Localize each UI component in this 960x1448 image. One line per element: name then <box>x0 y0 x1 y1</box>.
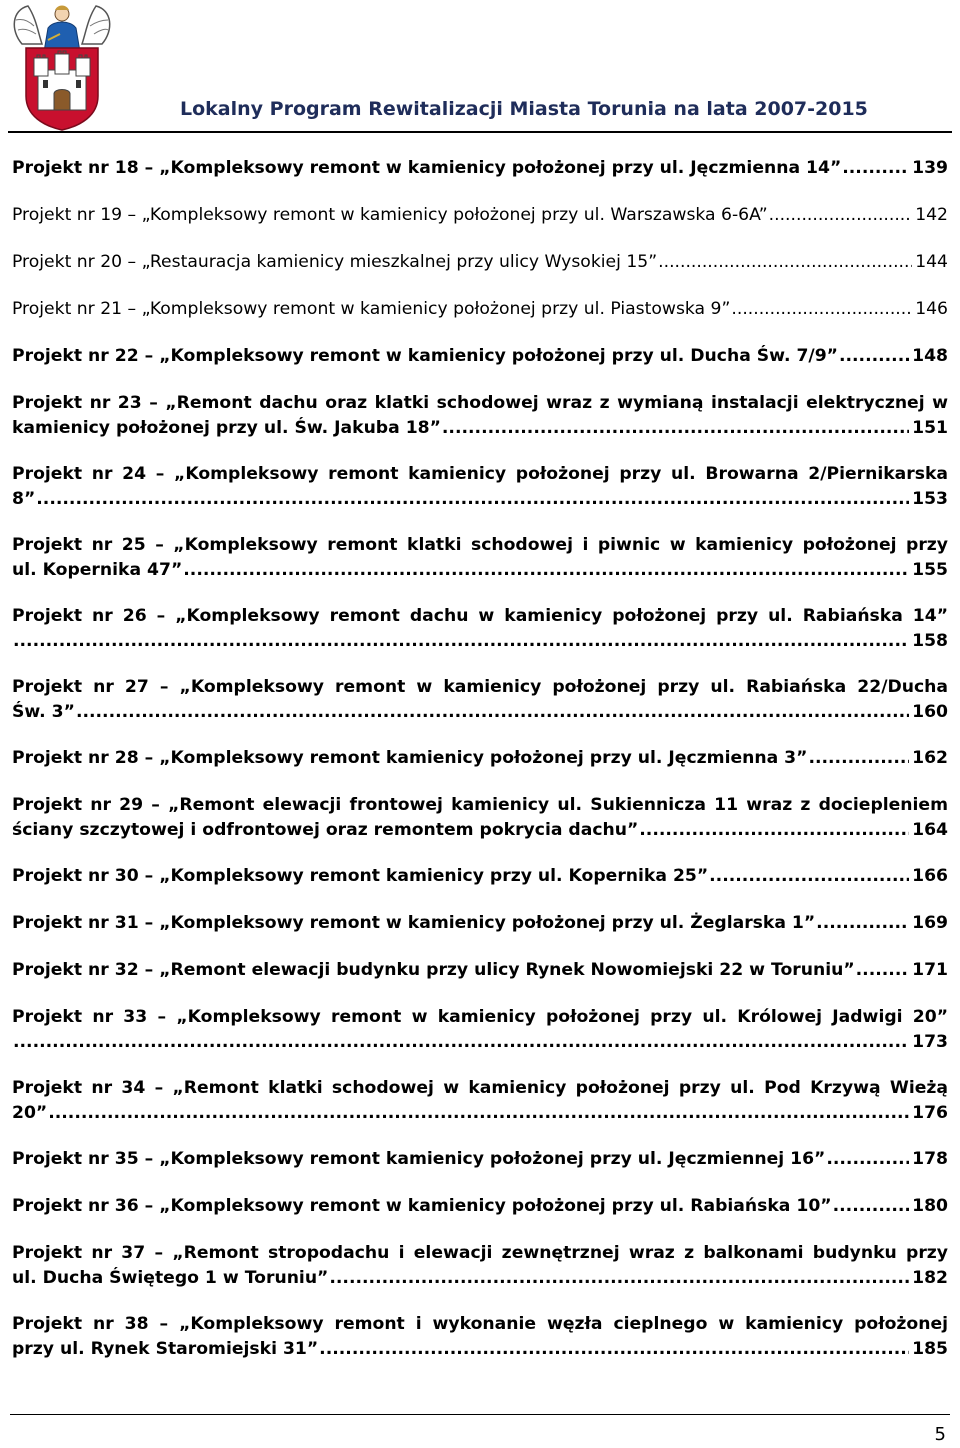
toc-entry-text: Projekt nr 32 – „Remont elewacji budynku przy ulicy Rynek Nowomiejski 22 w Toruniu” <box>12 960 855 980</box>
toc-entry-26[interactable] <box>12 604 948 654</box>
dot-leader <box>816 911 909 936</box>
toc-page-number: 162 <box>912 748 948 768</box>
toc-entry-text: Projekt nr 19 – „Kompleksowy remont w kamienicy położonej przy ul. Warszawska 6-6A” <box>12 205 768 225</box>
toc-entry-text-cont: kamienicy położonej przy ul. Św. Jakuba 18” <box>12 418 441 438</box>
toc-entry-28[interactable] <box>12 746 948 771</box>
toc-entry-text: Projekt nr 28 – „Kompleksowy remont kamienicy położonej przy ul. Jęczmienna 3” <box>12 748 808 768</box>
dot-leader <box>826 1147 909 1172</box>
toc-page-number: 164 <box>912 820 948 840</box>
toc-entry-text: Projekt nr 23 – „Remont dachu oraz klatki schodowej wraz z wymianą instalacji elektrycznej w <box>12 393 948 413</box>
toc-page-number: 139 <box>912 158 948 178</box>
toc-page-number: 173 <box>912 1032 948 1052</box>
toc-entry-text: Projekt nr 35 – „Kompleksowy remont kamienicy położonej przy ul. Jęczmiennej 16” <box>12 1149 826 1169</box>
toc-entry-text-cont: Św. 3” <box>12 702 75 722</box>
toc-entry-text: Projekt nr 30 – „Kompleksowy remont kamienicy przy ul. Kopernika 25” <box>12 866 709 886</box>
toc-entry-text-cont: ściany szczytowej i odfrontowej oraz remontem pokrycia dachu” <box>12 820 639 840</box>
toc-page-number: 158 <box>912 631 948 651</box>
dot-leader <box>808 746 909 771</box>
toc-page-number: 182 <box>912 1268 948 1288</box>
toc-entry-25[interactable] <box>12 533 948 583</box>
toc-entry-text: Projekt nr 26 – „Kompleksowy remont dachu w kamienicy położonej przy ul. Rabiańska 14” <box>12 606 948 626</box>
toc-entry-text: Projekt nr 38 – „Kompleksowy remont i wykonanie węzła cieplnego w kamienicy położonej <box>12 1314 948 1334</box>
toc-entry-20[interactable] <box>12 250 948 275</box>
toc-entry-text-cont: 20” <box>12 1103 48 1123</box>
toc-entry-22[interactable] <box>12 344 948 369</box>
toc-entry-24[interactable] <box>12 462 948 512</box>
dot-leader <box>731 297 912 322</box>
page-number: 5 <box>934 1424 946 1445</box>
toc-page-number: 146 <box>915 299 948 319</box>
toc-entry-text: Projekt nr 31 – „Kompleksowy remont w kamienicy położonej przy ul. Żeglarska 1” <box>12 913 816 933</box>
toc-entry-text: Projekt nr 33 – „Kompleksowy remont w kamienicy położonej przy ul. Królowej Jadwigi 20” <box>12 1007 948 1027</box>
toc-entry-29[interactable] <box>12 793 948 843</box>
toc-entry-34[interactable] <box>12 1076 948 1126</box>
dot-leader <box>329 1266 909 1291</box>
footer-divider <box>10 1414 950 1415</box>
dot-leader <box>709 864 909 889</box>
toc-entry-32[interactable] <box>12 958 948 983</box>
toc-entry-text: Projekt nr 20 – „Restauracja kamienicy mieszkalnej przy ulicy Wysokiej 15” <box>12 252 658 272</box>
header-divider <box>8 131 952 133</box>
dot-leader <box>76 700 909 725</box>
dot-leader <box>769 203 913 228</box>
dot-leader <box>183 558 909 583</box>
dot-leader <box>36 487 909 512</box>
toc-entry-text: Projekt nr 34 – „Remont klatki schodowej w kamienicy położonej przy ul. Pod Krzywą Wieżą <box>12 1078 948 1098</box>
toc-entry-37[interactable] <box>12 1241 948 1291</box>
toc-entry-text: Projekt nr 21 – „Kompleksowy remont w kamienicy położonej przy ul. Piastowska 9” <box>12 299 731 319</box>
dot-leader <box>839 344 909 369</box>
dot-leader <box>13 629 909 654</box>
toc-page-number: 178 <box>912 1149 948 1169</box>
toc-entry-text-cont: ul. Kopernika 47” <box>12 560 183 580</box>
toc-entry-33[interactable] <box>12 1005 948 1055</box>
document-title: Lokalny Program Rewitalizacji Miasta Torunia na lata 2007-2015 <box>180 98 868 120</box>
toc-entry-18[interactable] <box>12 156 948 181</box>
toc-entry-text-cont: przy ul. Rynek Staromiejski 31” <box>12 1339 319 1359</box>
toc-page-number: 185 <box>912 1339 948 1359</box>
toc-entry-text-cont: 8” <box>12 489 36 509</box>
torun-coat-of-arms-icon <box>8 0 116 132</box>
table-of-contents <box>12 156 948 1383</box>
dot-leader <box>658 250 912 275</box>
toc-entry-38[interactable] <box>12 1312 948 1362</box>
toc-entry-text: Projekt nr 22 – „Kompleksowy remont w kamienicy położonej przy ul. Ducha Św. 7/9” <box>12 346 838 366</box>
toc-page-number: 166 <box>912 866 948 886</box>
toc-page-number: 144 <box>915 252 948 272</box>
dot-leader <box>833 1194 910 1219</box>
toc-page-number: 142 <box>915 205 948 225</box>
dot-leader <box>856 958 909 983</box>
toc-entry-19[interactable] <box>12 203 948 228</box>
toc-page-number: 153 <box>912 489 948 509</box>
toc-entry-text: Projekt nr 29 – „Remont elewacji frontowej kamienicy ul. Sukiennicza 11 wraz z dociepleniem <box>12 795 948 815</box>
toc-entry-text: Projekt nr 24 – „Kompleksowy remont kamienicy położonej przy ul. Browarna 2/Piernikarska <box>12 464 948 484</box>
toc-entry-30[interactable] <box>12 864 948 889</box>
page-header <box>0 0 960 140</box>
toc-page-number: 176 <box>912 1103 948 1123</box>
toc-entry-31[interactable] <box>12 911 948 936</box>
toc-page-number: 160 <box>912 702 948 722</box>
dot-leader <box>639 818 909 843</box>
toc-entry-text: Projekt nr 27 – „Kompleksowy remont w kamienicy położonej przy ul. Rabiańska 22/Ducha <box>12 677 948 697</box>
dot-leader <box>442 416 909 441</box>
dot-leader <box>48 1101 909 1126</box>
toc-entry-text: Projekt nr 25 – „Kompleksowy remont klatki schodowej i piwnic w kamienicy położonej przy <box>12 535 948 555</box>
toc-entry-text: Projekt nr 37 – „Remont stropodachu i elewacji zewnętrznej wraz z balkonami budynku przy <box>12 1243 948 1263</box>
toc-page-number: 151 <box>912 418 948 438</box>
toc-entry-21[interactable] <box>12 297 948 322</box>
dot-leader <box>13 1030 909 1055</box>
dot-leader <box>319 1337 909 1362</box>
toc-entry-27[interactable] <box>12 675 948 725</box>
toc-entry-35[interactable] <box>12 1147 948 1172</box>
toc-entry-text-cont: ul. Ducha Świętego 1 w Toruniu” <box>12 1268 329 1288</box>
toc-page-number: 155 <box>912 560 948 580</box>
dot-leader <box>842 156 909 181</box>
toc-page-number: 169 <box>912 913 948 933</box>
toc-page-number: 171 <box>912 960 948 980</box>
toc-page-number: 148 <box>912 346 948 366</box>
toc-page-number: 180 <box>912 1196 948 1216</box>
toc-entry-text: Projekt nr 36 – „Kompleksowy remont w kamienicy położonej przy ul. Rabiańska 10” <box>12 1196 832 1216</box>
toc-entry-text: Projekt nr 18 – „Kompleksowy remont w kamienicy położonej przy ul. Jęczmienna 14” <box>12 158 842 178</box>
toc-entry-36[interactable] <box>12 1194 948 1219</box>
toc-entry-23[interactable] <box>12 391 948 441</box>
